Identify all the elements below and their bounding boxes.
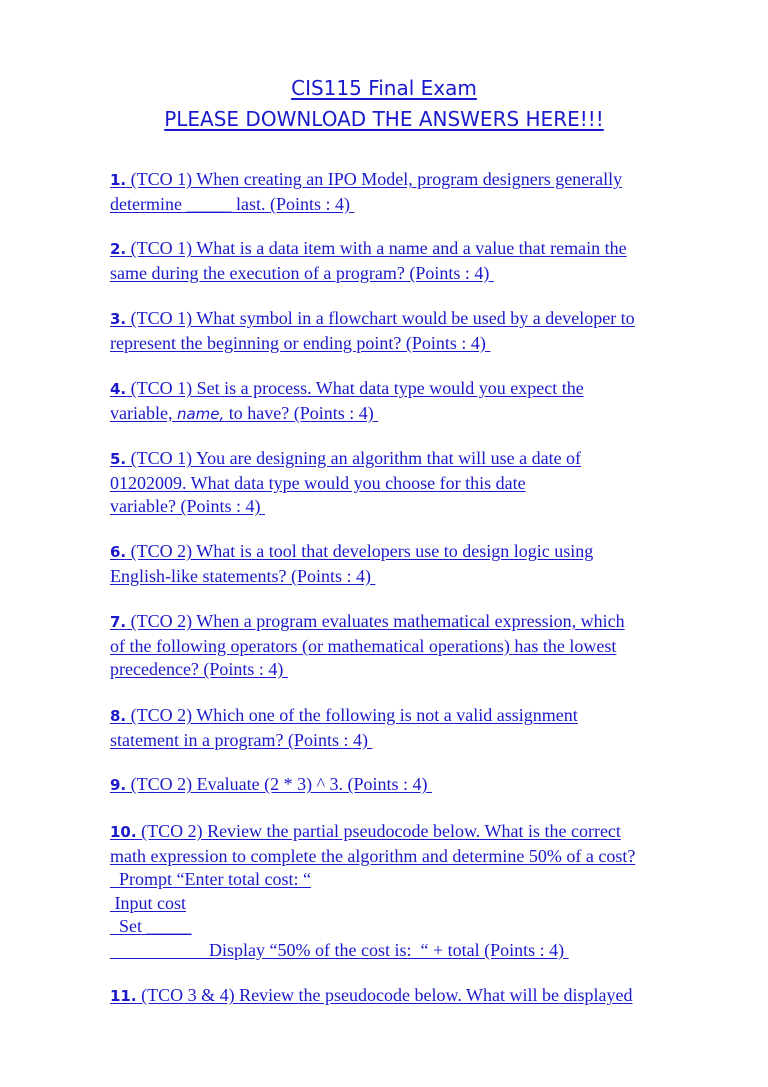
question-5[interactable]: 5. (TCO 1) You are designing an algorithm that will use a date of 01202009. What data type would you choose for this date variable? (Points : 4) [110, 448, 582, 516]
question-number: 3. [110, 310, 127, 328]
download-answers-link[interactable]: PLEASE DOWNLOAD THE ANSWERS HERE!!! [164, 107, 604, 131]
question-number: 8. [110, 707, 127, 725]
variable-name: name, [176, 404, 225, 423]
question-8[interactable]: 8. (TCO 2) Which one of the following is not a valid assignment statement in a program? (Points : 4) [110, 705, 578, 750]
question-number: 9. [110, 776, 127, 794]
question-number: 5. [110, 450, 127, 468]
question-number: 2. [110, 240, 127, 258]
question-4[interactable]: 4. (TCO 1) Set is a process. What data type would you expect the variable, name, to have? (Points : 4) [110, 378, 584, 423]
question-7[interactable]: 7. (TCO 2) When a program evaluates mathematical expression, which of the following operators (or mathematical operations) has the lowest precedence? (Points : 4) [110, 611, 625, 679]
question-2[interactable]: 2. (TCO 1) What is a data item with a name and a value that remain the same during the execution of a program? (Points : 4) [110, 238, 627, 283]
question-number: 6. [110, 543, 127, 561]
question-number: 4. [110, 380, 127, 398]
question-1[interactable]: 1. (TCO 1) When creating an IPO Model, program designers generally determine _____ last. (Points : 4) [110, 169, 623, 214]
question-number: 11. [110, 987, 137, 1005]
question-number: 1. [110, 171, 127, 189]
question-9[interactable]: 9. (TCO 2) Evaluate (2 * 3) ^ 3. (Points : 4) [110, 774, 433, 794]
question-number: 10. [110, 823, 137, 841]
question-number: 7. [110, 613, 127, 631]
exam-title: CIS115 Final Exam [291, 76, 477, 100]
question-10[interactable]: 10. (TCO 2) Review the partial pseudocode below. What is the correct math expression to complete the algorithm and determine 50% of a cost? Prompt “Enter total cost: “ Input cost Set _____ Display “50% of the cost is: “ + total (Points : 4) [110, 821, 636, 960]
question-11[interactable]: 11. (TCO 3 & 4) Review the pseudocode below. What will be displayed [110, 985, 633, 1005]
question-6[interactable]: 6. (TCO 2) What is a tool that developers use to design logic using English-like statements? (Points : 4) [110, 541, 594, 586]
question-3[interactable]: 3. (TCO 1) What symbol in a flowchart would be used by a developer to represent the beginning or ending point? (Points : 4) [110, 308, 635, 353]
